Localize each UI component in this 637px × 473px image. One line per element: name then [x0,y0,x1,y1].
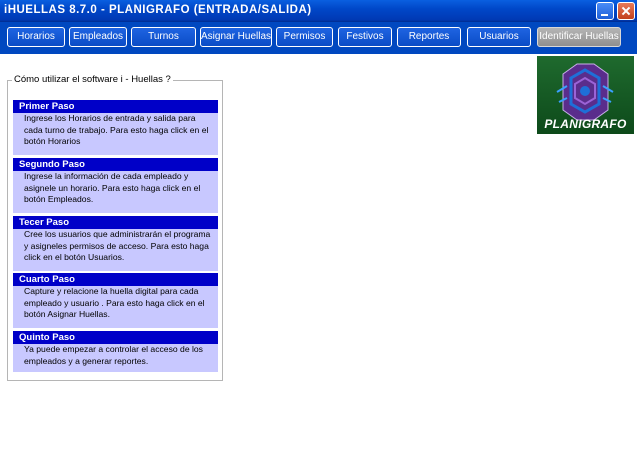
step-2 [13,158,218,213]
main-menu [0,22,637,54]
step-text: Ingrese la información de cada empleado y asignele un horario. Para esto haga click en el botón Empleados. [13,171,218,213]
step-5 [13,331,218,372]
planigrafo-logo [537,56,634,134]
tab-asignar-huellas[interactable]: Asignar Huellas [200,27,272,47]
tab-horarios[interactable]: Horarios [7,27,65,47]
tab-empleados[interactable]: Empleados [69,27,127,47]
step-title: Cuarto Paso [13,273,218,286]
step-4 [13,273,218,328]
logo-text: PLANIGRAFO [544,117,627,131]
tab-usuarios[interactable]: Usuarios [467,27,531,47]
tab-reportes[interactable]: Reportes [397,27,461,47]
help-legend: Cómo utilizar el software i - Huellas ? [14,74,171,85]
tab-festivos[interactable]: Festivos [338,27,392,47]
tab-identificar-huellas[interactable]: Identificar Huellas [537,27,621,47]
step-1 [13,100,218,155]
step-text: Capture y relacione la huella digital para cada empleado y usuario . Para esto haga click en el botón Asignar Huellas. [13,286,218,328]
step-title: Tecer Paso [13,216,218,229]
minimize-button[interactable] [596,2,614,20]
title-bar [0,0,637,22]
step-title: Quinto Paso [13,331,218,344]
step-text: Ingrese los Horarios de entrada y salida para cada turno de trabajo. Para esto haga click en el botón Horarios [13,113,218,155]
step-title: Segundo Paso [13,158,218,171]
step-text: Ya puede empezar a controlar el acceso de los empleados y a generar reportes. [13,344,218,372]
window-title: iHUELLAS 8.7.0 - PLANIGRAFO (ENTRADA/SALIDA) [4,4,312,16]
step-3 [13,216,218,271]
tab-permisos[interactable]: Permisos [276,27,333,47]
step-title: Primer Paso [13,100,218,113]
step-text: Cree los usuarios que administrarán el programa y asigneles permisos de acceso. Para esto haga click en el botón Usuarios. [13,229,218,271]
close-button[interactable] [617,2,635,20]
tab-turnos[interactable]: Turnos [131,27,196,47]
